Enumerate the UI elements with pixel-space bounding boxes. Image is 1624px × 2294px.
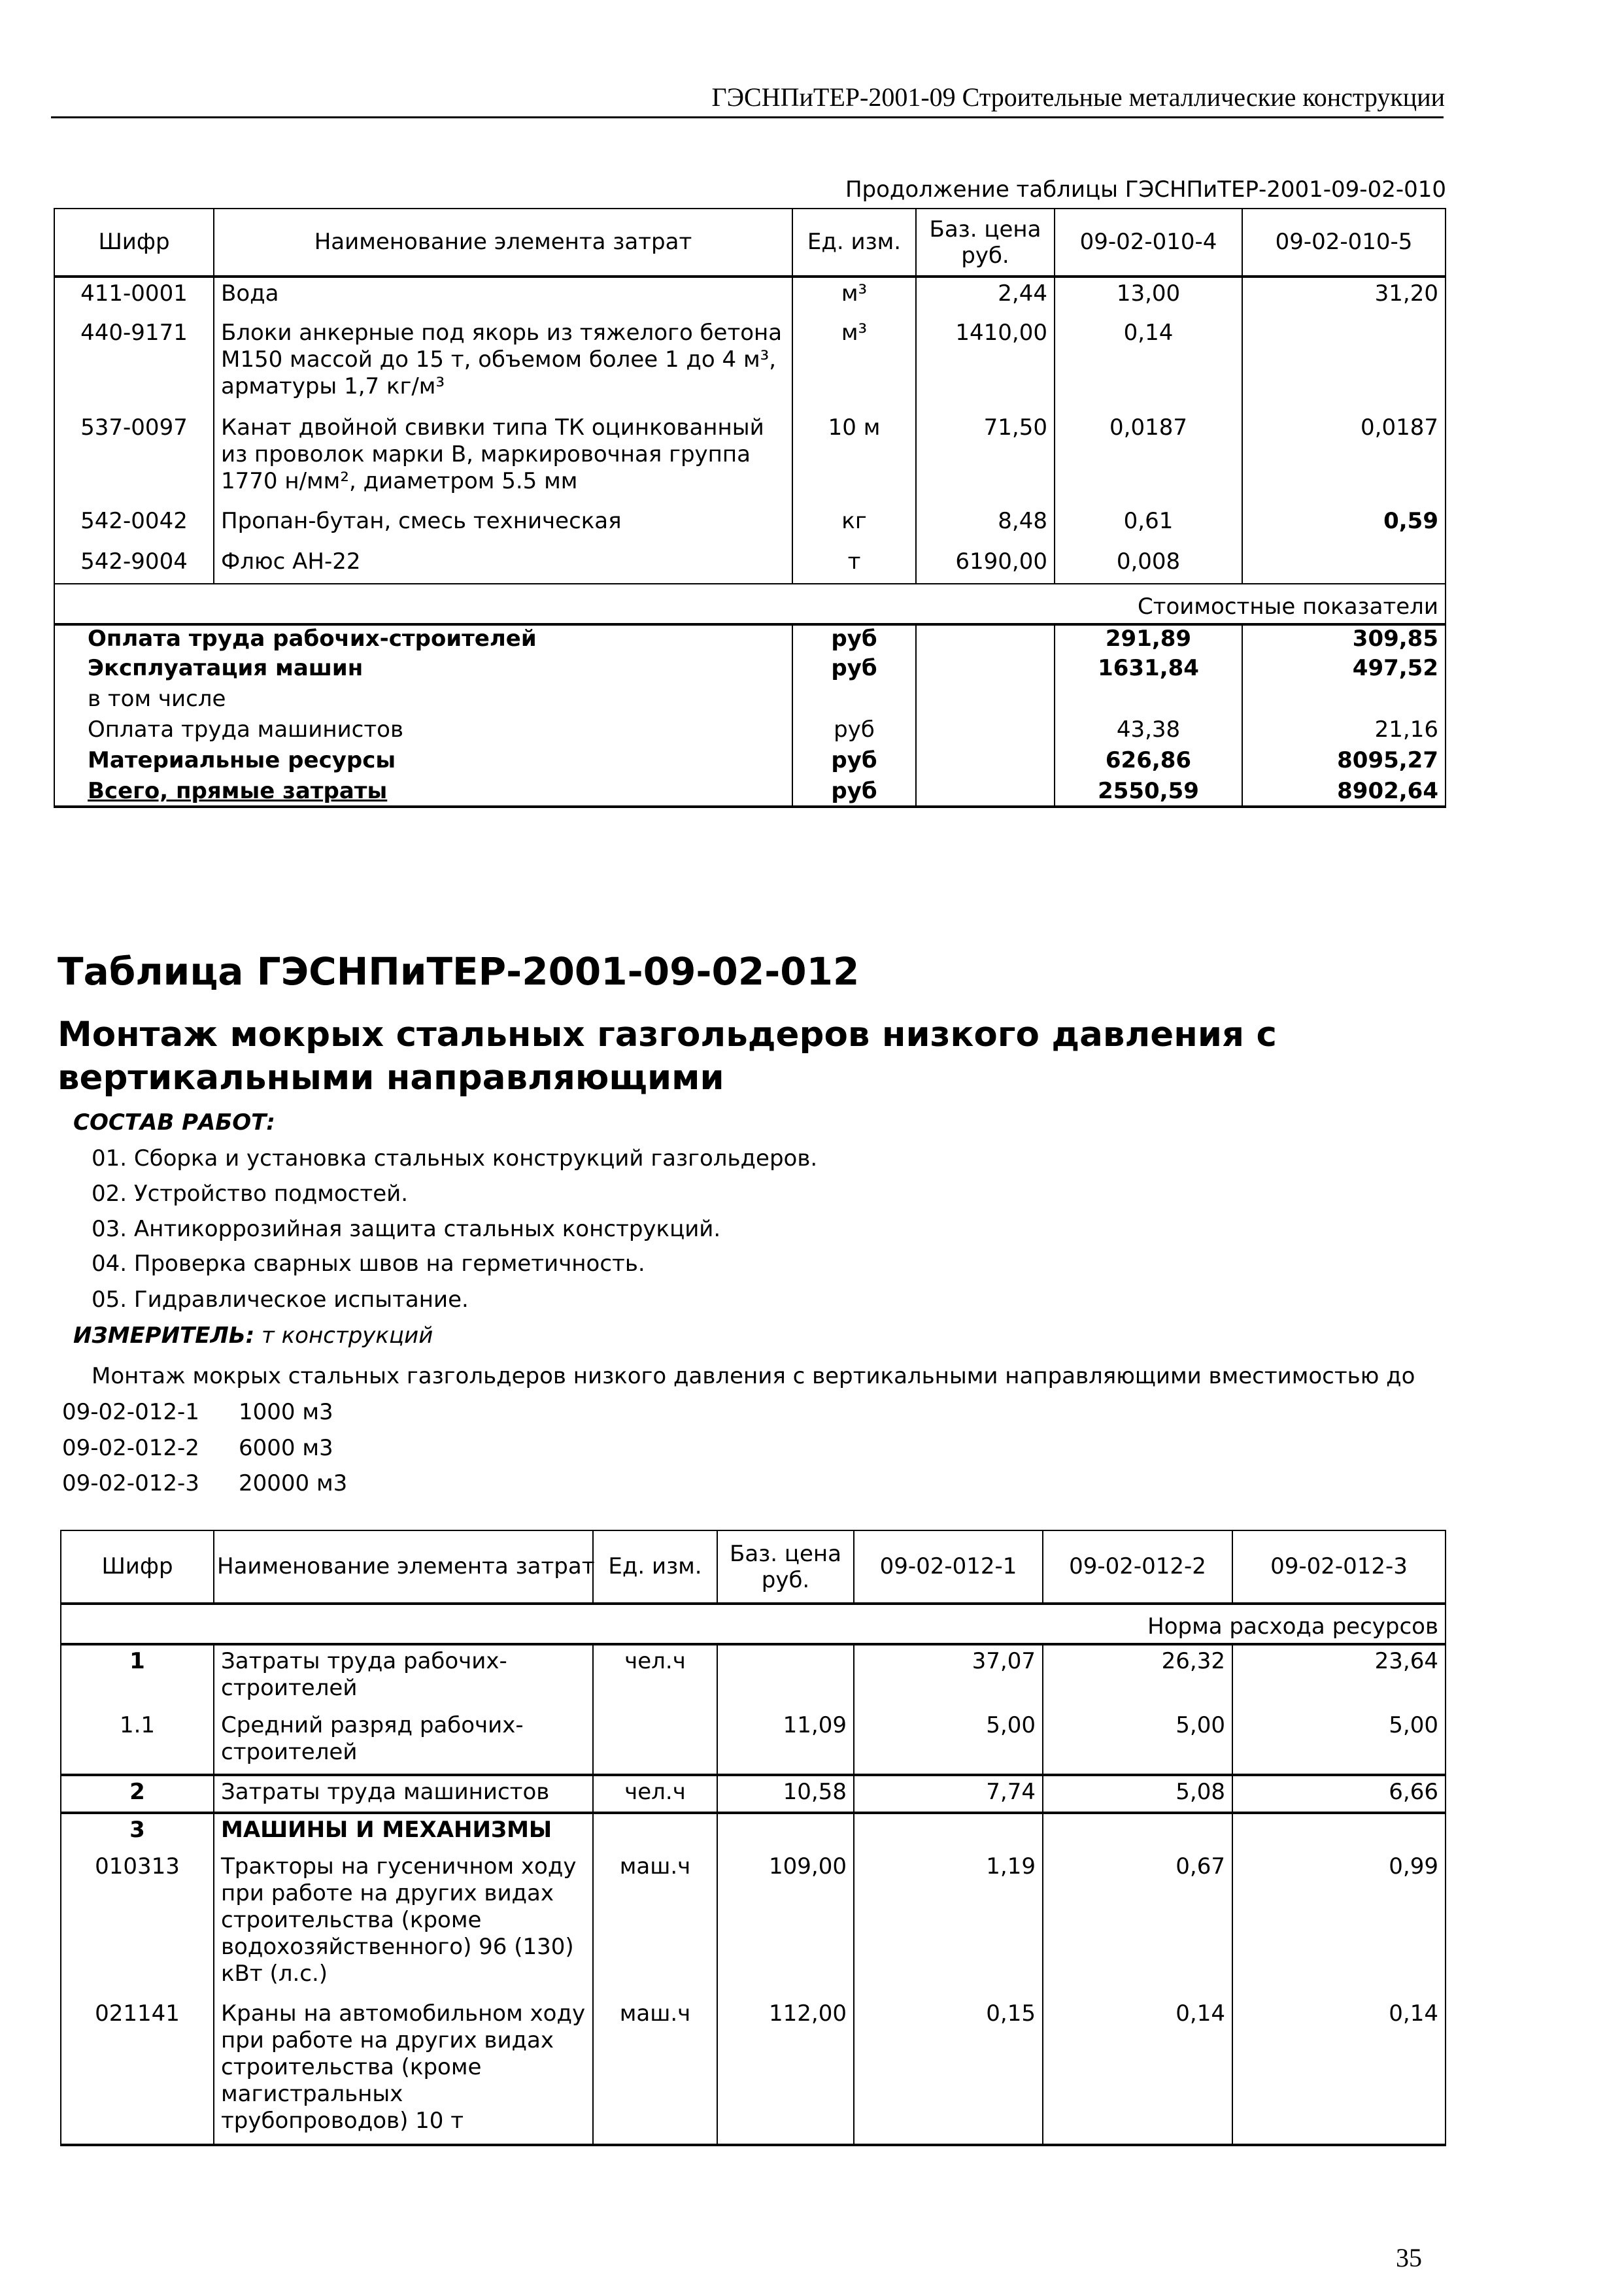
meter-label: ИЗМЕРИТЕЛЬ: bbox=[73, 1323, 255, 1349]
work-item: 01. Сборка и установка стальных конструкций газгольдеров. bbox=[92, 1145, 818, 1172]
norm-section-row bbox=[61, 1604, 1446, 1644]
cost-unit: руб bbox=[792, 624, 916, 655]
cost-value-2: 21,16 bbox=[1242, 717, 1446, 747]
table-row bbox=[54, 277, 1446, 317]
header-unit: Ед. изм. bbox=[792, 209, 916, 277]
row-name: Блоки анкерные под якорь из тяжелого бетона М150 массой до 15 т, объемом более 1 до 4 м³, арматуры 1,7 кг/м³ bbox=[214, 317, 792, 412]
row-price: 71,50 bbox=[916, 412, 1055, 505]
header-rule bbox=[51, 116, 1444, 118]
header-col-1: 09-02-010-4 bbox=[1055, 209, 1242, 277]
row-name: МАШИНЫ И МЕХАНИЗМЫ bbox=[214, 1813, 593, 1851]
work-item: 04. Проверка сварных швов на герметичность. bbox=[92, 1251, 645, 1277]
table-row bbox=[61, 1998, 1446, 2145]
row-value-3: 23,64 bbox=[1232, 1644, 1446, 1710]
row-unit bbox=[593, 1813, 717, 1851]
row-value-3: 5,00 bbox=[1232, 1710, 1446, 1775]
row-name: Краны на автомобильном ходу при работе на других видах строительства (кроме магистральных трубопроводов) 10 т bbox=[214, 1998, 593, 2145]
row-price: 8,48 bbox=[916, 505, 1055, 546]
cost-unit bbox=[792, 686, 916, 717]
header-col-1: 09-02-012-1 bbox=[854, 1530, 1043, 1604]
row-unit: маш.ч bbox=[593, 1998, 717, 2145]
cost-value-1: 43,38 bbox=[1055, 717, 1242, 747]
cost-price bbox=[916, 655, 1055, 686]
row-name: Тракторы на гусеничном ходу при работе на других видах строительства (кроме водохозяйственного) 96 (130) кВт (л.с.) bbox=[214, 1851, 593, 1998]
code-row bbox=[62, 1470, 347, 1496]
cost-price bbox=[916, 717, 1055, 747]
row-value-3: 6,66 bbox=[1232, 1775, 1446, 1813]
row-value-2: 31,20 bbox=[1242, 277, 1446, 317]
row-value-2: 5,08 bbox=[1043, 1775, 1232, 1813]
header-col-3: 09-02-012-3 bbox=[1232, 1530, 1446, 1604]
table-row bbox=[54, 317, 1446, 412]
row-value-1: 0,15 bbox=[854, 1998, 1043, 2145]
row-price: 1410,00 bbox=[916, 317, 1055, 412]
table-row bbox=[54, 412, 1446, 505]
row-code: 542-0042 bbox=[54, 505, 214, 546]
row-unit: чел.ч bbox=[593, 1775, 717, 1813]
resource-table bbox=[60, 1530, 1446, 2146]
cost-row bbox=[54, 686, 1446, 717]
row-value-1: 7,74 bbox=[854, 1775, 1043, 1813]
cost-value-1 bbox=[1055, 686, 1242, 717]
norm-section-label: Норма расхода ресурсов bbox=[61, 1604, 1446, 1644]
code-row-code: 09-02-012-1 bbox=[62, 1399, 199, 1425]
row-value-1: 1,19 bbox=[854, 1851, 1043, 1998]
code-row-desc: 20000 м3 bbox=[239, 1470, 348, 1496]
row-code: 021141 bbox=[61, 1998, 214, 2145]
header-unit: Ед. изм. bbox=[593, 1530, 717, 1604]
row-price: 112,00 bbox=[717, 1998, 854, 2145]
header-price: Баз. цена руб. bbox=[916, 209, 1055, 277]
cost-value-2: 309,85 bbox=[1242, 624, 1446, 655]
code-row-code: 09-02-012-2 bbox=[62, 1435, 199, 1461]
row-value-1: 5,00 bbox=[854, 1710, 1043, 1775]
cost-section-row bbox=[54, 584, 1446, 624]
row-price: 10,58 bbox=[717, 1775, 854, 1813]
row-value-2: 5,00 bbox=[1043, 1710, 1232, 1775]
work-item: 05. Гидравлическое испытание. bbox=[92, 1287, 469, 1313]
scope-intro: Монтаж мокрых стальных газгольдеров низкого давления с вертикальными направляющими вместимостью до bbox=[92, 1363, 1415, 1389]
cost-unit: руб bbox=[792, 717, 916, 747]
header-name: Наименование элемента затрат bbox=[214, 1530, 593, 1604]
cost-value-1: 2550,59 bbox=[1055, 778, 1242, 807]
cost-price bbox=[916, 778, 1055, 807]
table-continuation-caption: Продолжение таблицы ГЭСНПиТЕР-2001-09-02-010 bbox=[845, 177, 1446, 203]
cost-value-1: 626,86 bbox=[1055, 747, 1242, 778]
page-number: 35 bbox=[1396, 2243, 1422, 2272]
table-row bbox=[61, 1710, 1446, 1775]
header-code: Шифр bbox=[54, 209, 214, 277]
cost-row bbox=[54, 655, 1446, 686]
row-unit: маш.ч bbox=[593, 1851, 717, 1998]
cost-price bbox=[916, 686, 1055, 717]
table-title: Таблица ГЭСНПиТЕР-2001-09-02-012 bbox=[58, 949, 860, 994]
table-row bbox=[61, 1775, 1446, 1813]
row-price bbox=[717, 1644, 854, 1710]
row-code: 440-9171 bbox=[54, 317, 214, 412]
cost-section-label: Стоимостные показатели bbox=[54, 584, 1446, 624]
table-header-row bbox=[54, 209, 1446, 277]
cost-row bbox=[54, 624, 1446, 655]
row-name: Канат двойной свивки типа ТК оцинкованный из проволок марки В, маркировочная группа 1770 н/мм², диаметром 5.5 мм bbox=[214, 412, 792, 505]
row-value-1: 37,07 bbox=[854, 1644, 1043, 1710]
header-price: Баз. цена руб. bbox=[717, 1530, 854, 1604]
row-name: Вода bbox=[214, 277, 792, 317]
cost-value-2 bbox=[1242, 686, 1446, 717]
row-value-3 bbox=[1232, 1813, 1446, 1851]
cost-label: Оплата труда машинистов bbox=[54, 717, 792, 747]
work-item: 03. Антикоррозийная защита стальных конструкций. bbox=[92, 1216, 721, 1242]
table-row bbox=[61, 1644, 1446, 1710]
row-code: 010313 bbox=[61, 1851, 214, 1998]
cost-value-2: 497,52 bbox=[1242, 655, 1446, 686]
work-item: 02. Устройство подмостей. bbox=[92, 1181, 409, 1207]
row-name: Средний разряд рабочих-строителей bbox=[214, 1710, 593, 1775]
cost-row bbox=[54, 778, 1446, 807]
row-unit bbox=[593, 1710, 717, 1775]
row-value-1: 13,00 bbox=[1055, 277, 1242, 317]
row-value-1: 0,008 bbox=[1055, 546, 1242, 584]
row-code: 1.1 bbox=[61, 1710, 214, 1775]
cost-value-2: 8902,64 bbox=[1242, 778, 1446, 807]
running-header: ГЭСНПиТЕР-2001-09 Строительные металлические конструкции bbox=[711, 82, 1445, 112]
row-unit: 10 м bbox=[792, 412, 916, 505]
row-unit: т bbox=[792, 546, 916, 584]
row-name: Затраты труда рабочих-строителей bbox=[214, 1644, 593, 1710]
cost-label: в том числе bbox=[54, 686, 792, 717]
row-name: Пропан-бутан, смесь техническая bbox=[214, 505, 792, 546]
row-value-2 bbox=[1242, 317, 1446, 412]
header-name: Наименование элемента затрат bbox=[214, 209, 792, 277]
row-value-3: 0,99 bbox=[1232, 1851, 1446, 1998]
row-value-1: 0,14 bbox=[1055, 317, 1242, 412]
row-unit: м³ bbox=[792, 317, 916, 412]
row-code: 542-9004 bbox=[54, 546, 214, 584]
row-value-2: 0,67 bbox=[1043, 1851, 1232, 1998]
cost-value-2: 8095,27 bbox=[1242, 747, 1446, 778]
row-code: 537-0097 bbox=[54, 412, 214, 505]
code-row bbox=[62, 1399, 333, 1425]
row-value-2: 0,0187 bbox=[1242, 412, 1446, 505]
row-name: Затраты труда машинистов bbox=[214, 1775, 593, 1813]
cost-label: Всего, прямые затраты bbox=[54, 778, 792, 807]
row-value-1: 0,61 bbox=[1055, 505, 1242, 546]
row-value-2: 26,32 bbox=[1043, 1644, 1232, 1710]
row-code: 411-0001 bbox=[54, 277, 214, 317]
row-code: 1 bbox=[61, 1644, 214, 1710]
cost-label: Эксплуатация машин bbox=[54, 655, 792, 686]
row-price bbox=[717, 1813, 854, 1851]
code-row-desc: 6000 м3 bbox=[239, 1435, 333, 1461]
table-row bbox=[54, 505, 1446, 546]
cost-label: Оплата труда рабочих-строителей bbox=[54, 624, 792, 655]
code-row bbox=[62, 1435, 333, 1461]
row-value-2: 0,59 bbox=[1242, 505, 1446, 546]
table-row bbox=[61, 1813, 1446, 1851]
cost-price bbox=[916, 747, 1055, 778]
composition-label: СОСТАВ РАБОТ: bbox=[73, 1109, 275, 1136]
cost-unit: руб bbox=[792, 747, 916, 778]
row-value-2 bbox=[1043, 1813, 1232, 1851]
row-price: 2,44 bbox=[916, 277, 1055, 317]
meter-value: т конструкций bbox=[262, 1323, 433, 1349]
row-value-1: 0,0187 bbox=[1055, 412, 1242, 505]
header-col-2: 09-02-012-2 bbox=[1043, 1530, 1232, 1604]
row-value-1 bbox=[854, 1813, 1043, 1851]
row-price: 6190,00 bbox=[916, 546, 1055, 584]
table-row bbox=[61, 1851, 1446, 1998]
cost-label: Материальные ресурсы bbox=[54, 747, 792, 778]
code-row-code: 09-02-012-3 bbox=[62, 1470, 199, 1496]
header-code: Шифр bbox=[61, 1530, 214, 1604]
cost-row bbox=[54, 717, 1446, 747]
row-value-3: 0,14 bbox=[1232, 1998, 1446, 2145]
cost-value-1: 291,89 bbox=[1055, 624, 1242, 655]
row-unit: кг bbox=[792, 505, 916, 546]
row-unit: м³ bbox=[792, 277, 916, 317]
cost-unit: руб bbox=[792, 655, 916, 686]
row-price: 109,00 bbox=[717, 1851, 854, 1998]
row-value-2: 0,14 bbox=[1043, 1998, 1232, 2145]
row-name: Флюс АН-22 bbox=[214, 546, 792, 584]
cost-price bbox=[916, 624, 1055, 655]
cost-row bbox=[54, 747, 1446, 778]
header-col-2: 09-02-010-5 bbox=[1242, 209, 1446, 277]
table-header-row bbox=[61, 1530, 1446, 1604]
cost-unit: руб bbox=[792, 778, 916, 807]
row-value-2 bbox=[1242, 546, 1446, 584]
row-code: 3 bbox=[61, 1813, 214, 1851]
cost-value-1: 1631,84 bbox=[1055, 655, 1242, 686]
row-price: 11,09 bbox=[717, 1710, 854, 1775]
row-unit: чел.ч bbox=[593, 1644, 717, 1710]
meter-line bbox=[73, 1323, 433, 1349]
table-subtitle: Монтаж мокрых стальных газгольдеров низкого давления с вертикальными направляющими bbox=[58, 1015, 1277, 1098]
row-code: 2 bbox=[61, 1775, 214, 1813]
continuation-table bbox=[54, 208, 1446, 808]
code-row-desc: 1000 м3 bbox=[239, 1399, 333, 1425]
table-row bbox=[54, 546, 1446, 584]
